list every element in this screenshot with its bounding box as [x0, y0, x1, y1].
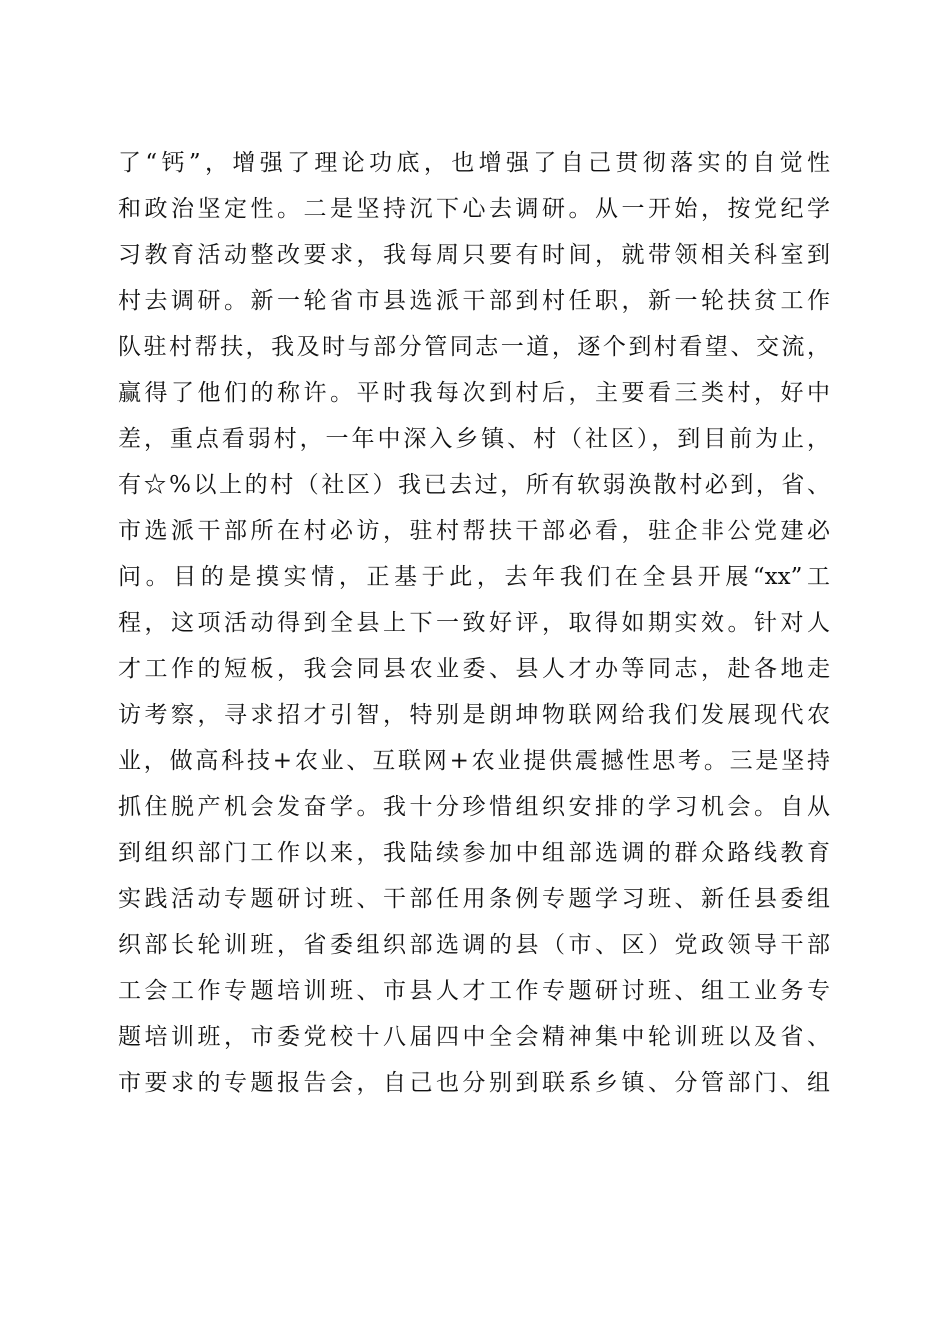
- text-line: 访考察，寻求招才引智，特别是朗坤物联网给我们发展现代农: [118, 702, 830, 728]
- text-line: 才工作的短板，我会同县农业委、县人才办等同志，赴各地走: [118, 656, 830, 682]
- text-line: 有☆%以上的村（社区）我已去过，所有软弱涣散村必到，省、: [118, 472, 830, 498]
- text-line: 题培训班，市委党校十八届四中全会精神集中轮训班以及省、: [118, 1024, 830, 1050]
- text-line: 工会工作专题培训班、市县人才工作专题研讨班、组工业务专: [118, 978, 830, 1004]
- text-line: 市要求的专题报告会，自己也分别到联系乡镇、分管部门、组: [118, 1070, 830, 1096]
- text-line: 差，重点看弱村，一年中深入乡镇、村（社区），到目前为止，: [118, 426, 830, 452]
- text-line: 队驻村帮扶，我及时与部分管同志一道，逐个到村看望、交流，: [118, 334, 830, 360]
- text-line: 程，这项活动得到全县上下一致好评，取得如期实效。针对人: [118, 610, 830, 636]
- text-line: 习教育活动整改要求，我每周只要有时间，就带领相关科室到: [118, 242, 830, 268]
- text-line: 实践活动专题研讨班、干部任用条例专题学习班、新任县委组: [118, 886, 830, 912]
- text-line: 了“钙”，增强了理论功底，也增强了自己贯彻落实的自觉性: [118, 150, 830, 176]
- text-line: 赢得了他们的称许。平时我每次到村后，主要看三类村，好中: [118, 380, 830, 406]
- text-line: 市选派干部所在村必访，驻村帮扶干部必看，驻企非公党建必: [118, 518, 830, 544]
- text-line: 到组织部门工作以来，我陆续参加中组部选调的群众路线教育: [118, 840, 830, 866]
- text-line: 村去调研。新一轮省市县选派干部到村任职，新一轮扶贫工作: [118, 288, 830, 314]
- text-line: 织部长轮训班，省委组织部选调的县（市、区）党政领导干部: [118, 932, 830, 958]
- text-line: 和政治坚定性。二是坚持沉下心去调研。从一开始，按党纪学: [118, 196, 830, 222]
- body-text: [118, 140, 830, 1106]
- text-line: 抓住脱产机会发奋学。我十分珍惜组织安排的学习机会。自从: [118, 794, 830, 820]
- text-line: 业，做高科技+农业、互联网+农业提供震撼性思考。三是坚持: [118, 748, 830, 774]
- text-line: 问。目的是摸实情，正基于此，去年我们在全县开展“xx”工: [118, 564, 830, 590]
